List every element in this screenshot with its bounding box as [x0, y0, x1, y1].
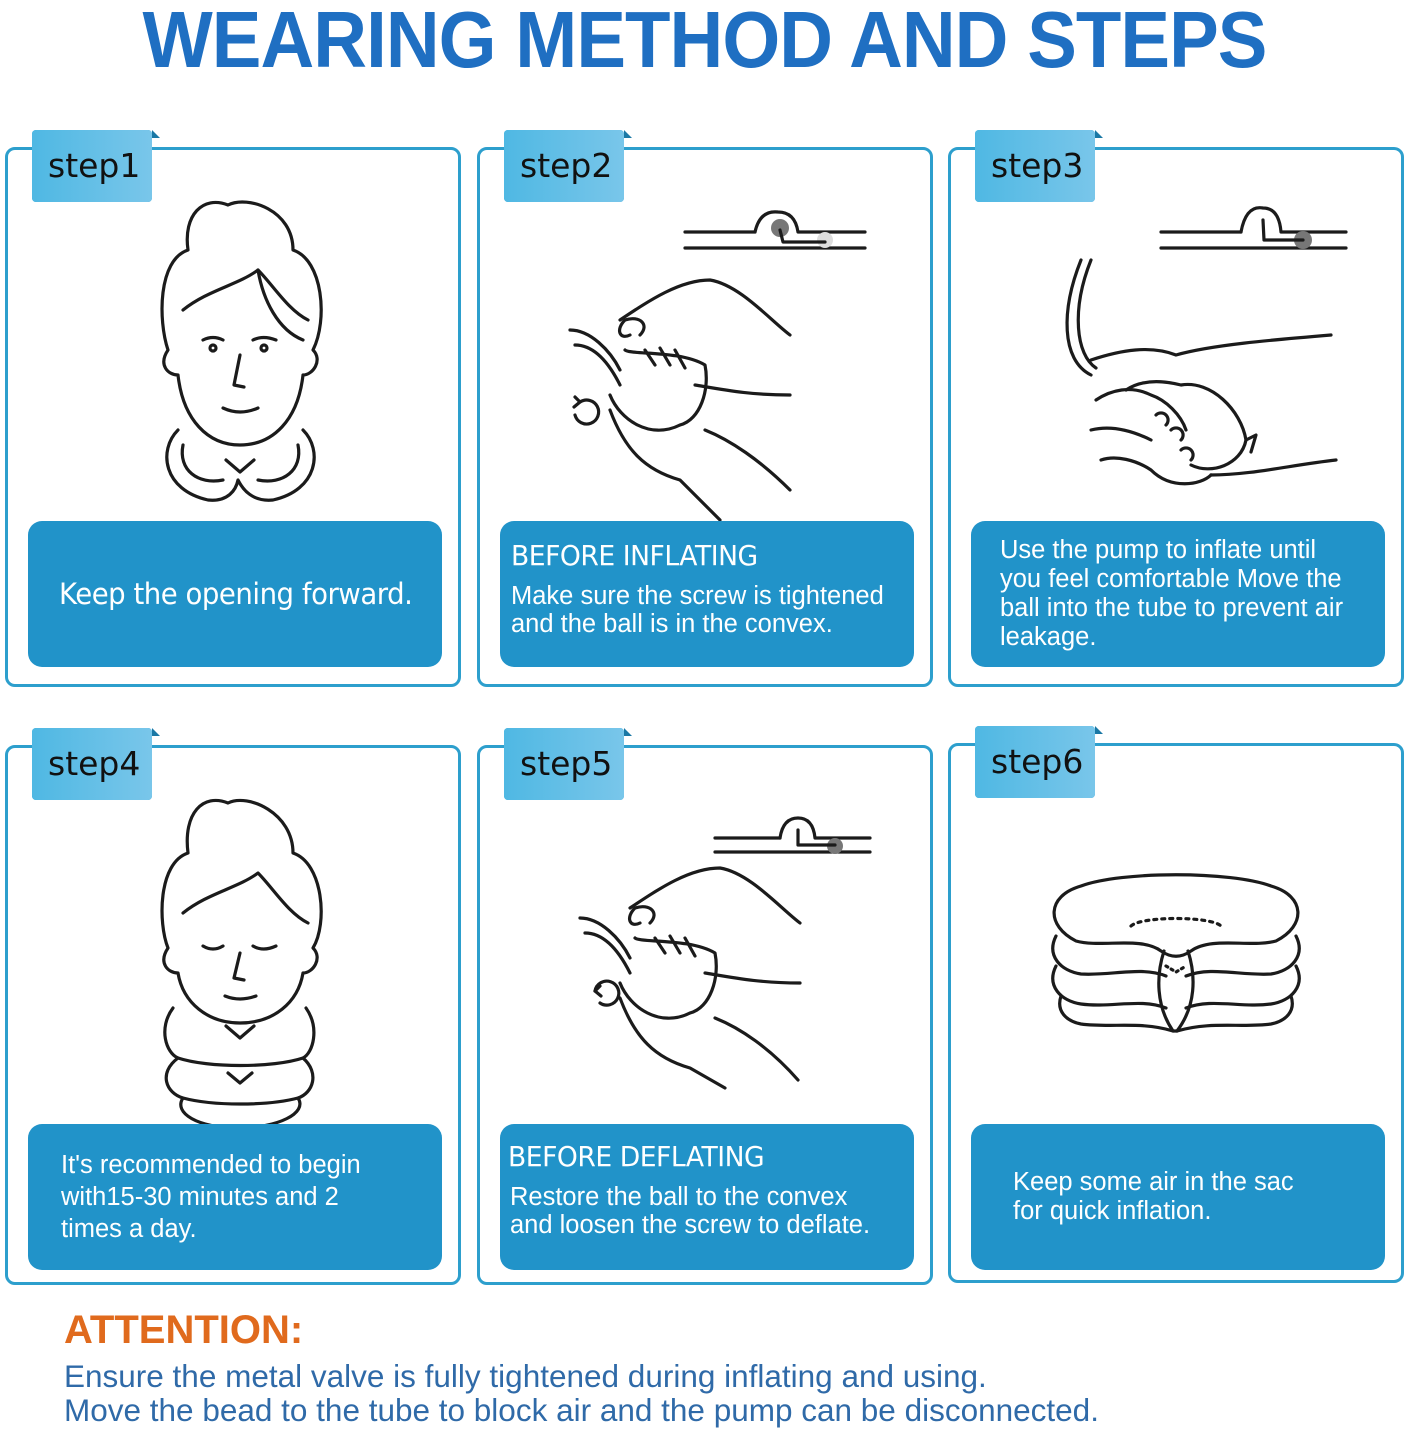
step-tag-6: step6 — [975, 726, 1095, 798]
step-card-2 — [477, 147, 933, 687]
hand-squeeze-pump-icon — [951, 190, 1401, 530]
step-heading-2: BEFORE INFLATING — [511, 539, 758, 572]
step-text-4a: It's recommended to begin — [61, 1151, 361, 1179]
step-text-box-1 — [28, 521, 442, 667]
step-tag-3: step3 — [975, 130, 1095, 202]
step-text-3d: leakage. — [1000, 623, 1097, 651]
step-tag-4: step4 — [32, 728, 152, 800]
step-text-box-4 — [28, 1124, 442, 1270]
woman-inflated-collar-icon — [8, 788, 458, 1128]
hands-tighten-screw-icon — [480, 190, 930, 530]
step-heading-5: BEFORE DEFLATING — [508, 1140, 765, 1173]
step-text-3a: Use the pump to inflate until — [1000, 536, 1317, 564]
step-text-2b: and the ball is in the convex. — [511, 610, 833, 638]
step-text-box-2 — [500, 521, 914, 667]
step-text-6b: for quick inflation. — [1013, 1197, 1212, 1225]
step-card-3 — [948, 147, 1404, 687]
step-text-3c: ball into the tube to prevent air — [1000, 594, 1344, 622]
step-text-2a: Make sure the screw is tightened — [511, 582, 884, 610]
step-card-5 — [477, 745, 933, 1285]
hands-loosen-screw-icon — [480, 788, 930, 1128]
step-text-box-6 — [971, 1124, 1385, 1270]
step-card-1 — [5, 147, 461, 687]
step-tag-2: step2 — [504, 130, 624, 202]
collar-stack-icon — [951, 786, 1401, 1126]
step-tag-5: step5 — [504, 728, 624, 800]
step-text-5b: and loosen the screw to deflate. — [510, 1211, 871, 1239]
step-text-4b: with15-30 minutes and 2 — [61, 1183, 339, 1211]
step-card-4 — [5, 745, 461, 1285]
step-text-box-3 — [971, 521, 1385, 667]
step-text-5a: Restore the ball to the convex — [510, 1183, 848, 1211]
attention-line-2: Move the bead to the tube to block air and the pump can be disconnected. — [64, 1392, 1099, 1428]
attention-heading: ATTENTION: — [64, 1308, 304, 1352]
attention-line-1: Ensure the metal valve is fully tightened during inflating and using. — [64, 1358, 987, 1394]
woman-wearing-collar-icon — [8, 190, 458, 530]
page-title: WEARING METHOD AND STEPS — [142, 0, 1267, 84]
step-text-6a: Keep some air in the sac — [1013, 1168, 1294, 1196]
step-card-6 — [948, 743, 1404, 1283]
step-text-1: Keep the opening forward. — [59, 577, 413, 611]
step-text-4c: times a day. — [61, 1215, 197, 1243]
step-text-3b: you feel comfortable Move the — [1000, 565, 1342, 593]
step-tag-1: step1 — [32, 130, 152, 202]
step-text-box-5 — [500, 1124, 914, 1270]
